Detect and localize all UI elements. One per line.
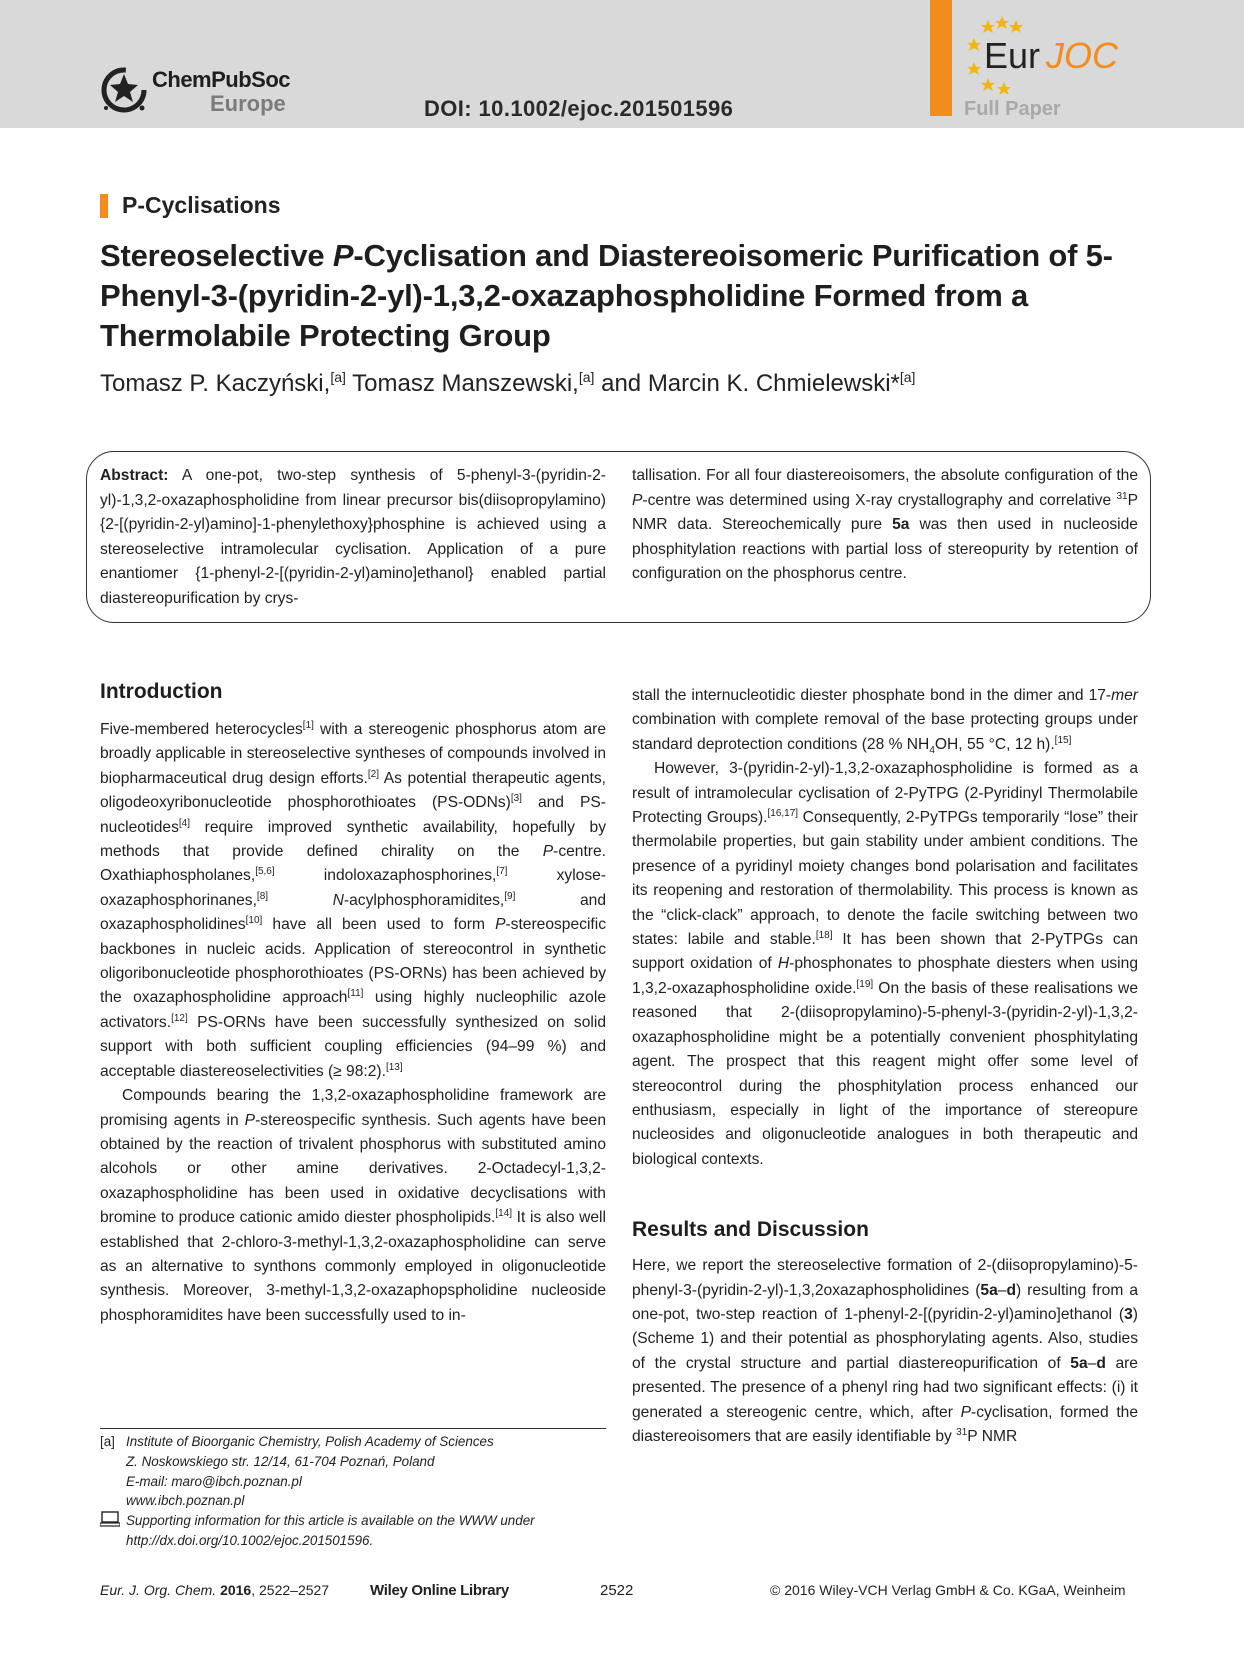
- section-heading-results: Results and Discussion: [632, 1218, 869, 1242]
- author-3[interactable]: and Marcin K. Chmielewski*: [594, 370, 900, 397]
- abstract-label: Abstract:: [100, 467, 169, 484]
- copyright: © 2016 Wiley-VCH Verlag GmbH & Co. KGaA, Weinheim: [770, 1582, 1126, 1598]
- publisher-region: Europe: [210, 91, 286, 116]
- article-type: Full Paper: [964, 98, 1061, 120]
- results-paragraph-1: Here, we report the stereoselective formation of 2-(diisopropylamino)-5-phenyl-3-(pyridin-2-yl)-1,3,2oxazaphospholidines (5a–d) resulting from a one-pot, two-step reaction of 1-phenyl-2-[(pyridin-2-yl)amino]ethanol (3) (Scheme 1) and their potential as phosphorylating agents. Also, studies of the crystal structure and partial diastereopurification of 5a–d are presented. The presence of a phenyl ring had two significant effects: (i) it generated a stereogenic centre, which, after P-cyclisation, formed the diastereoisomers that are easily identifiable by $^{31}$P NMR: [632, 1257, 1138, 1445]
- computer-icon: [100, 1511, 126, 1551]
- section-heading-introduction: Introduction: [100, 680, 223, 703]
- affiliation-website[interactable]: www.ibch.poznan.pl: [126, 1493, 245, 1509]
- body-right-column: [632, 684, 1138, 1449]
- intro-paragraph-3: However, 3-(pyridin-2-yl)-1,3,2-oxazaphospholidine is formed as a result of intramolecular cyclisation of 2-PyTPG (2-Pyridinyl Thermolabile Protecting Groups).[16,17] Consequently, 2-PyTPGs temporarily “lose” their thermolabile properties, but gain stability under ambient conditions. The presence of a pyridinyl moiety changes bond polarisation and facilitates its reopening and restoration of thermolability. This process is known as the “click-clack” approach, to denote the facile switching between two states: labile and stable.[18] It has been shown that 2-PyTPGs can support oxidation of H-phosphonates to phosphate diesters when using 1,3,2-oxazaphospholidine oxide.[19] On the basis of these realisations we reasoned that 2-(diisopropylamino)-5-phenyl-3-(pyridin-2-yl)-1,3,2-oxazaphospholidine might be a potentially convenient phosphitylating agent. The prospect that this reagent might offer some level of stereocontrol during the phosphitylation process enhanced our enthusiasm, especially in light of the importance of stereopure nucleosides and oligonucleotide analogues in both therapeutic and biological contexts.: [632, 760, 1139, 1168]
- doi[interactable]: DOI: 10.1002/ejoc.201501596: [424, 96, 734, 121]
- svg-text:JOC: JOC: [1046, 35, 1118, 76]
- affiliation-email[interactable]: E-mail: maro@ibch.poznan.pl: [126, 1473, 302, 1489]
- affiliation-institute: Institute of Bioorganic Chemistry, Polish Academy of Sciences: [126, 1434, 494, 1449]
- intro-paragraph-2: Compounds bearing the 1,3,2-oxazaphospholidine framework are promising agents in P-stereospecific synthesis. Such agents have been obtained by the reaction of trivalent phosphorus with substituted amino alcohols or other amine derivatives. 2-Octadecyl-1,3,2-oxazaphospholidine has been used in oxidative decyclisations with bromine to produce cationic amido diester phospholipids.[14] It is also well established that 2-chloro-3-methyl-1,3,2-oxazaphospholidine can serve as an alternative to synthons commonly employed in oligonucleotide synthesis. Moreover, 3-methyl-1,3,2-oxazaphopspholidine nucleoside phosphoramidites have been successfully used to in-: [100, 1087, 606, 1324]
- footnote-mark: [a]: [100, 1434, 115, 1449]
- eurjoc-logo: [958, 12, 1138, 94]
- publisher-name: ChemPubSoc: [152, 67, 291, 92]
- article-title: Stereoselective P-Cyclisation and Diastereoisomeric Purification of 5-Phenyl-3-(pyridin-2-yl)-1,3,2-oxazaphospholidine Formed from a Thermolabile Protecting Group: [100, 238, 1113, 353]
- affiliation-footnote: [100, 1432, 606, 1511]
- body-left-column: [100, 678, 606, 1328]
- header-accent-bar: [930, 0, 952, 116]
- author-2[interactable]: Tomasz Manszewski,: [345, 370, 579, 397]
- author-1[interactable]: Tomasz P. Kaczyński,: [100, 370, 331, 397]
- category-marker: [100, 194, 108, 218]
- eurjoc-stars-icon: [958, 12, 1138, 94]
- supporting-info-text[interactable]: Supporting information for this article is available on the WWW under http://dx.doi.org/10.1002/ejoc.201501596.: [126, 1513, 535, 1548]
- chempubsoc-logo-icon: [98, 64, 150, 116]
- supporting-info-footnote: [100, 1511, 606, 1551]
- abstract-right-column: tallisation. For all four diastereoisomers, the absolute configuration of the P-centre was determined using X-ray crystallography and correlative $^{31}$P NMR data. Stereochemically pure 5a was then used in nucleoside phosphitylation reactions with partial loss of stereopurity by retention of configuration on the phosphorus centre.: [632, 467, 1138, 583]
- intro-paragraph-1: Five-membered heterocycles[1] with a stereogenic phosphorus atom are broadly applicable in stereoselective syntheses of compounds involved in biopharmaceutical drug design efforts.[2] As potential therapeutic agents, oligodeoxyribonucleotide phosphorothioates (PS-ODNs)[3] and PS-nucleotides[4] require improved synthetic availability, hopefully by methods that provide defined chirality on the P-centre. Oxathiaphospholanes,[5,6] indoloxazaphosphorines,[7] xylose-oxazaphosphorinanes,[8] N-acylphosphoramidites,[9] and oxazaphospholidines[10] have all been used to form P-stereospecific backbones in nucleic acids. Application of stereocontrol in synthetic oligoribonucleotide phosphorothioates (PS-ORNs) has been achieved by the oxazaphospholidine approach[11] using highly nucleophilic azole activators.[12] PS-ORNs have been successfully synthesized on solid support with both sufficient coupling efficiencies (94–99 %) and acceptable diastereoselectivities (≥ 98:2).[13]: [100, 719, 607, 1080]
- footnotes: [100, 1432, 606, 1551]
- footnote-divider: [100, 1428, 606, 1429]
- author-list: Tomasz P. Kaczyński,[a] Tomasz Manszewski,[a] and Marcin K. Chmielewski*[a]: [100, 369, 916, 397]
- category-label: P-Cyclisations: [122, 192, 281, 218]
- page-number: 2522: [600, 1582, 634, 1599]
- wiley-online-library-link[interactable]: Wiley Online Library: [370, 1582, 509, 1599]
- affiliation-address: Z. Noskowskiego str. 12/14, 61-704 Poznań, Poland: [126, 1453, 435, 1469]
- intro-paragraph-2-continued: stall the internucleotidic diester phosphate bond in the dimer and 17-mer combination with complete removal of the base protecting groups under standard deprotection conditions (28 % $NH_4OH$, 55 °C, 12 h).[15]: [632, 687, 1138, 756]
- footer-citation: Eur. J. Org. Chem. 2016, 2522–2527: [100, 1582, 330, 1598]
- svg-text:Eur: Eur: [984, 35, 1041, 76]
- abstract-left-column: Abstract: A one-pot, two-step synthesis of 5-phenyl-3-(pyridin-2-yl)-1,3,2-oxazaphospholidine from linear precursor bis(diisopropylamino){2-[(pyridin-2-yl)amino]-1-phenylethoxy}phosphine is achieved using a stereoselective intramolecular cyclisation. Application of a pure enantiomer {1-phenyl-2-[(pyridin-2-yl)amino]ethanol} enabled partial diastereopurification by crys-: [100, 467, 606, 607]
